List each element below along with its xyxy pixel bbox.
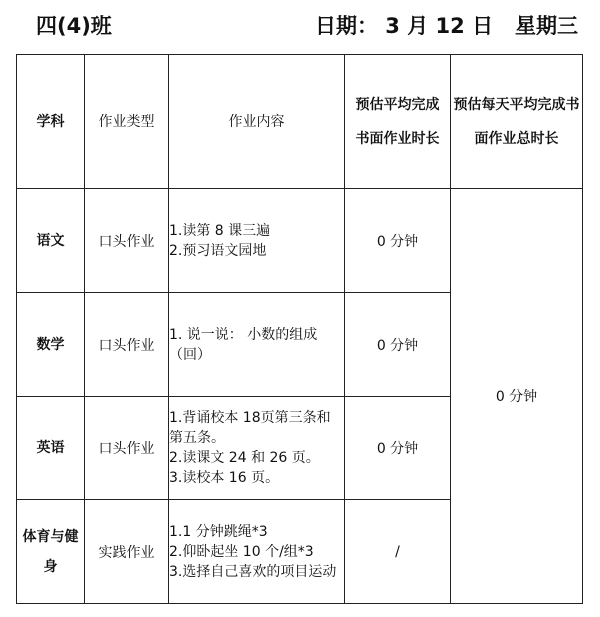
content-line: 1.1 分钟跳绳*3	[169, 523, 268, 540]
header-content: 作业内容	[169, 55, 345, 189]
subject-cell: 数学	[17, 293, 85, 397]
table-row	[17, 189, 583, 293]
content-line: 1. 说一说： 小数的组成（回）	[169, 326, 318, 363]
type-cell: 口头作业	[85, 189, 169, 293]
content-line: 1.读第 8 课三遍	[169, 222, 271, 239]
type-cell: 口头作业	[85, 397, 169, 500]
date-line: 日期： 3 月 12 日 星期三	[314, 14, 578, 38]
content-line: 2.预习语文园地	[169, 242, 267, 259]
estimated-cell: /	[345, 500, 451, 604]
estimated-cell: 0 分钟	[345, 397, 451, 500]
table-header-row	[17, 55, 583, 189]
subject-cell: 英语	[17, 397, 85, 500]
page-header	[0, 6, 600, 40]
header-subject: 学科	[17, 55, 85, 189]
content-cell	[169, 397, 345, 500]
subject-cell: 体育与健身	[17, 500, 85, 604]
type-cell: 实践作业	[85, 500, 169, 604]
estimated-cell: 0 分钟	[345, 189, 451, 293]
header-daily-total: 预估每天平均完成书面作业总时长	[451, 55, 583, 189]
header-type: 作业类型	[85, 55, 169, 189]
content-line: 1.背诵校本 18页第三条和第五条。	[169, 410, 331, 446]
estimated-cell: 0 分钟	[345, 293, 451, 397]
subject-cell: 语文	[17, 189, 85, 293]
class-name: 四(4)班	[36, 14, 112, 38]
content-line: 3.读校本 16 页。	[169, 470, 280, 486]
content-cell	[169, 293, 345, 397]
content-cell	[169, 500, 345, 604]
content-cell	[169, 189, 345, 293]
daily-total-cell: 0 分钟	[451, 189, 583, 604]
content-line: 2.仰卧起坐 10 个/组*3	[169, 543, 314, 560]
type-cell: 口头作业	[85, 293, 169, 397]
homework-table	[16, 54, 583, 604]
header-estimated: 预估平均完成书面作业时长	[345, 55, 451, 189]
content-line: 3.选择自己喜欢的项目运动	[169, 563, 337, 580]
content-line: 2.读课文 24 和 26 页。	[169, 450, 320, 466]
